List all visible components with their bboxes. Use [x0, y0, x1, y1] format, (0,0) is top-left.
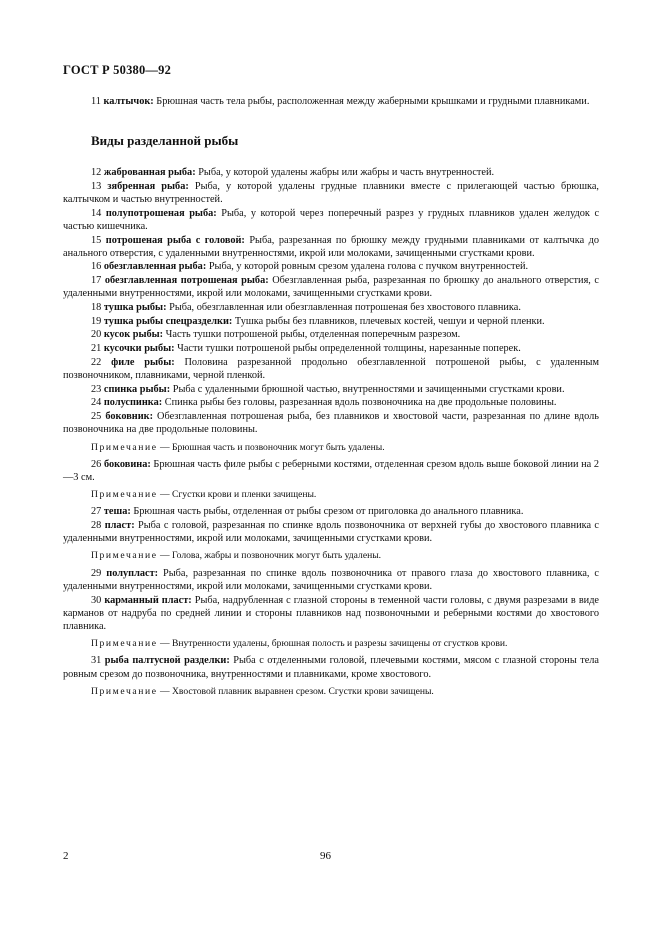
note-text: — Брюшная часть и позвоночник могут быть удалены. — [157, 441, 385, 453]
term-name: тушка рыбы: — [103, 302, 167, 314]
term-name: кусок рыбы: — [103, 329, 164, 341]
term-definition — [63, 383, 599, 396]
term-definition — [63, 180, 599, 206]
term-text: Тушка рыбы без плавников, плечевых костей, чешуи и черной пленки. — [232, 315, 545, 327]
term-text: Часть тушки потрошеной рыбы, отделенная поперечным разрезом. — [163, 329, 461, 341]
term-number: 24 — [91, 397, 102, 409]
intro-block — [63, 95, 599, 108]
term-name: карманный пласт: — [104, 594, 192, 606]
term-text: Рыба, надрубленная с глазной стороны в теменной части головы, с двумя разрезами в виде карманов от надруба по средней линии и стороны плавников над позвоночными и реберными костями до хвостового плавника. — [63, 594, 600, 632]
term-text: Рыба, у которой удалены жабры или жабры и часть внутренностей. — [195, 167, 495, 178]
term-text: Рыба, разрезанная по брюшку между грудными плавниками от калтычка до анального отверстия, с удаленными внутренностями, икрой или молоками, зачищенными сгустками крови. — [63, 234, 599, 259]
term-definition — [63, 567, 599, 593]
term-number: 21 — [91, 343, 102, 355]
term-number: 28 — [91, 520, 102, 532]
term-definition — [63, 301, 599, 314]
term-name: теша: — [103, 506, 131, 518]
note-text: — Сгустки крови и пленки зачищены. — [157, 489, 317, 501]
term-name: полупласт: — [106, 567, 159, 579]
term-text: Обезглавленная потрошеная рыба, без плавников и хвостовой части, разрезанная по длине вдоль позвоночника на две продольные половины. — [63, 411, 599, 436]
term-definition — [63, 654, 599, 680]
note-text: — Внутренности удалены, брюшная полость и разрезы зачищены от сгустков крови. — [157, 638, 508, 650]
term-text: Рыба, у которой удалены грудные плавники вместе с прилегающей частью брюшка, калтычком и частью внутренностей. — [63, 180, 599, 205]
note — [63, 441, 599, 454]
term-text: Брюшная часть филе рыбы с реберными костями, отделенная срезом вдоль выше боковой линии на 2—3 см. — [63, 458, 600, 483]
term-definition — [63, 458, 599, 484]
term-number: 29 — [91, 567, 102, 579]
term-name: потрошеная рыба с головой: — [105, 234, 245, 246]
note-label: Примечание — [91, 489, 158, 501]
term-definition — [63, 328, 599, 341]
term-definition — [63, 356, 599, 382]
term-definition — [63, 260, 599, 273]
note-label: Примечание — [91, 638, 158, 650]
term-number: 19 — [91, 315, 102, 327]
definitions-list — [63, 166, 599, 702]
term-text: Рыба, у которой через поперечный разрез у грудных плавников удален желудок с частью кишечника. — [63, 207, 600, 232]
note-label: Примечание — [91, 550, 158, 562]
term-number: 22 — [91, 356, 102, 368]
term-text: Части тушки потрошеной рыбы определенной толщины, нарезанные поперек. — [174, 343, 521, 355]
term-number: 25 — [91, 411, 102, 423]
term-name: полупотрошеная рыба: — [105, 207, 217, 219]
term-definition — [63, 519, 599, 545]
term-number: 23 — [91, 383, 102, 395]
term-text: Рыба с удаленными брюшной частью, внутренностями и зачищенными сгустками крови. — [170, 383, 565, 395]
term-number: 14 — [91, 207, 102, 219]
term-definition — [63, 505, 599, 518]
term-text: Брюшная часть тела рыбы, расположенная между жаберными крышками и грудными плавниками. — [153, 96, 590, 107]
term-text: Рыба, обезглавленная или обезглавленная потрошеная без хвостового плавника. — [166, 302, 521, 314]
term-name: обезглавленная потрошеная рыба: — [104, 275, 269, 287]
term-definition — [63, 410, 599, 436]
term-text: Брюшная часть рыбы, отделенная от рыбы срезом от приголовка до анального плавника. — [130, 506, 524, 518]
page-number-center: 96 — [320, 850, 331, 862]
term-definition — [63, 315, 599, 328]
term-name: калтычок: — [103, 96, 154, 107]
term-number: 17 — [91, 275, 102, 287]
term-number: 18 — [91, 302, 102, 314]
note — [63, 637, 599, 650]
document-code: ГОСТ Р 50380—92 — [63, 63, 172, 77]
note — [63, 685, 599, 698]
term-text: Обезглавленная рыба, разрезанная по брюшку до анального отверстия, с удаленными внутренностями, икрой или молоками, зачищенными сгустками крови. — [63, 275, 599, 300]
note — [63, 488, 599, 501]
note — [63, 549, 599, 562]
term-name: обезглавленная рыба: — [103, 261, 207, 273]
term-text: Рыба с отделенными головой, плечевыми костями, мясом с глазной стороны тела ровным срезом до позвоночника, внутренностями и плавниками, кроме хвостового. — [63, 655, 599, 680]
term-number: 31 — [91, 655, 102, 667]
term-definition — [63, 594, 599, 634]
term-name: филе рыбы: — [111, 356, 175, 368]
term-text: Рыба, у которой ровным срезом удалена голова с пучком внутренностей. — [206, 261, 529, 273]
term-text: Половина разрезанной продольно обезглавленной потрошеной рыбы, с удаленным позвоночником, плавниками, черной пленкой. — [63, 356, 599, 382]
note-text: — Хвостовой плавник выравнен срезом. Сгустки крови зачищены. — [157, 685, 434, 697]
term-text: Спинка рыбы без головы, разрезанная вдоль позвоночника на две продольные половины. — [162, 397, 557, 409]
term-number: 20 — [91, 329, 102, 341]
section-heading: Виды разделанной рыбы — [91, 133, 239, 148]
term-definition — [63, 342, 599, 355]
term-number: 27 — [91, 506, 102, 518]
term-number: 12 — [91, 167, 102, 178]
term-name: кусочки рыбы: — [103, 343, 175, 355]
term-number: 26 — [91, 458, 102, 470]
term-name: боковник: — [105, 411, 153, 423]
note-text: — Голова, жабры и позвоночник могут быть удалены. — [157, 550, 382, 562]
term-name: рыба палтусной разделки: — [104, 655, 230, 667]
term-number: 13 — [91, 180, 102, 192]
term-number: 15 — [91, 234, 102, 246]
term-definition — [63, 207, 599, 233]
term-name: полуспинка: — [103, 397, 163, 409]
term-name: тушка рыбы спецразделки: — [103, 315, 233, 327]
term-number: 30 — [91, 594, 102, 606]
term-definition — [63, 234, 599, 260]
term-definition — [63, 274, 599, 300]
term-definition — [63, 166, 599, 179]
term-text: Рыба с головой, разрезанная по спинке вдоль позвоночника от верхней губы до хвостового плавника с удаленными внутренностями, икрой или молоками, зачищенными сгустками крови. — [63, 520, 600, 545]
term-number: 11 — [91, 96, 101, 107]
term-name: спинка рыбы: — [103, 383, 171, 395]
note-label: Примечание — [91, 685, 158, 697]
term-name: зябренная рыба: — [107, 180, 189, 192]
note-label: Примечание — [91, 441, 158, 453]
term-definition — [63, 396, 599, 409]
term-text: Рыба, разрезанная по спинке вдоль позвоночника от правого глаза до хвостового плавника, с удаленными внутренностями, икрой или молоками, зачищенными сгустками крови. — [63, 567, 599, 592]
term-name: боковина: — [103, 458, 151, 470]
term-definition — [63, 95, 599, 108]
term-name: жаброванная рыба: — [103, 167, 196, 178]
term-name: пласт: — [104, 520, 135, 532]
term-number: 16 — [91, 261, 102, 273]
page-number-left: 2 — [63, 850, 69, 862]
